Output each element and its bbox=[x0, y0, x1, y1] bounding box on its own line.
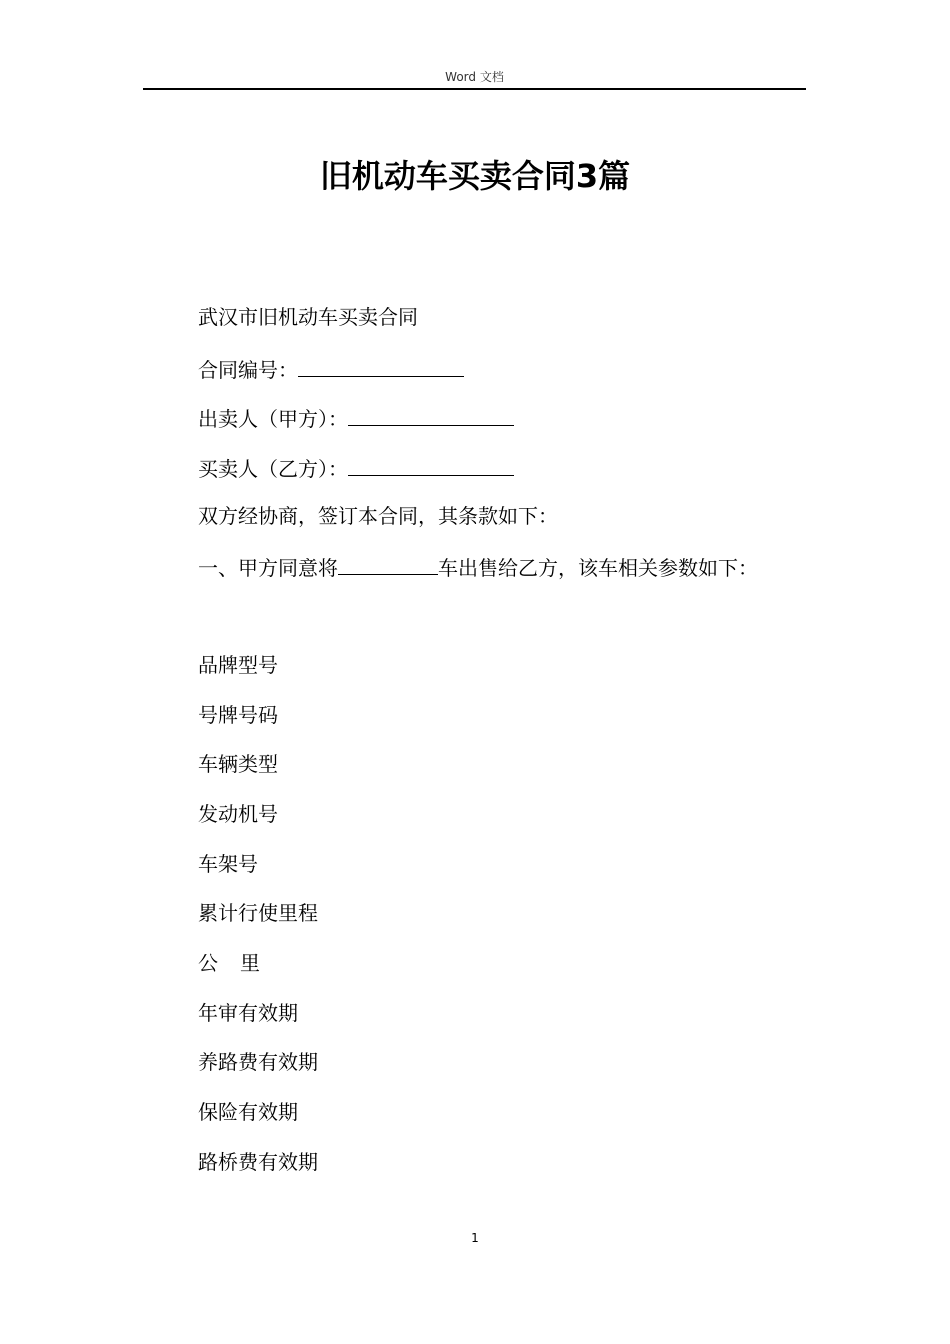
contract-name: 武汉市旧机动车买卖合同 bbox=[198, 305, 418, 329]
page-number: 1 bbox=[471, 1231, 479, 1245]
unit-gong: 公 bbox=[198, 950, 218, 975]
contract-number-line bbox=[198, 348, 818, 398]
buyer-blank bbox=[348, 447, 514, 476]
param-brand-model: 品牌型号 bbox=[198, 652, 278, 677]
buyer-line bbox=[198, 447, 818, 497]
unit-li: 里 bbox=[240, 950, 260, 975]
agreement-intro: 双方经协商，签订本合同，其条款如下： bbox=[198, 503, 558, 528]
seller-label: 出卖人（甲方）： bbox=[198, 407, 348, 432]
param-mileage-unit bbox=[198, 944, 818, 994]
vehicle-blank bbox=[338, 546, 438, 575]
seller-blank bbox=[348, 397, 514, 426]
param-engine-number: 发动机号 bbox=[198, 801, 278, 826]
clause-one-before: 一、甲方同意将 bbox=[198, 556, 338, 581]
buyer-label: 买卖人（乙方）： bbox=[198, 457, 348, 482]
param-plate-number: 号牌号码 bbox=[198, 702, 278, 727]
seller-line bbox=[198, 397, 818, 447]
page-header bbox=[143, 66, 806, 90]
clause-one-after: 车出售给乙方，该车相关参数如下： bbox=[438, 556, 758, 581]
param-vehicle-type: 车辆类型 bbox=[198, 752, 278, 777]
clause-one bbox=[198, 546, 818, 596]
param-annual-inspection: 年审有效期 bbox=[198, 1000, 298, 1025]
contract-number-blank bbox=[298, 348, 464, 377]
document-title: 旧机动车买卖合同3篇 bbox=[319, 157, 631, 195]
document-body bbox=[198, 298, 818, 1192]
header-text: Word 文档 bbox=[445, 70, 504, 84]
contract-number-label: 合同编号： bbox=[198, 357, 298, 382]
blank-line bbox=[198, 596, 818, 646]
param-insurance: 保险有效期 bbox=[198, 1100, 298, 1124]
param-road-fee: 养路费有效期 bbox=[198, 1050, 318, 1075]
param-frame-number: 车架号 bbox=[198, 851, 258, 876]
param-bridge-fee: 路桥费有效期 bbox=[198, 1149, 318, 1174]
param-mileage: 累计行使里程 bbox=[198, 901, 318, 926]
